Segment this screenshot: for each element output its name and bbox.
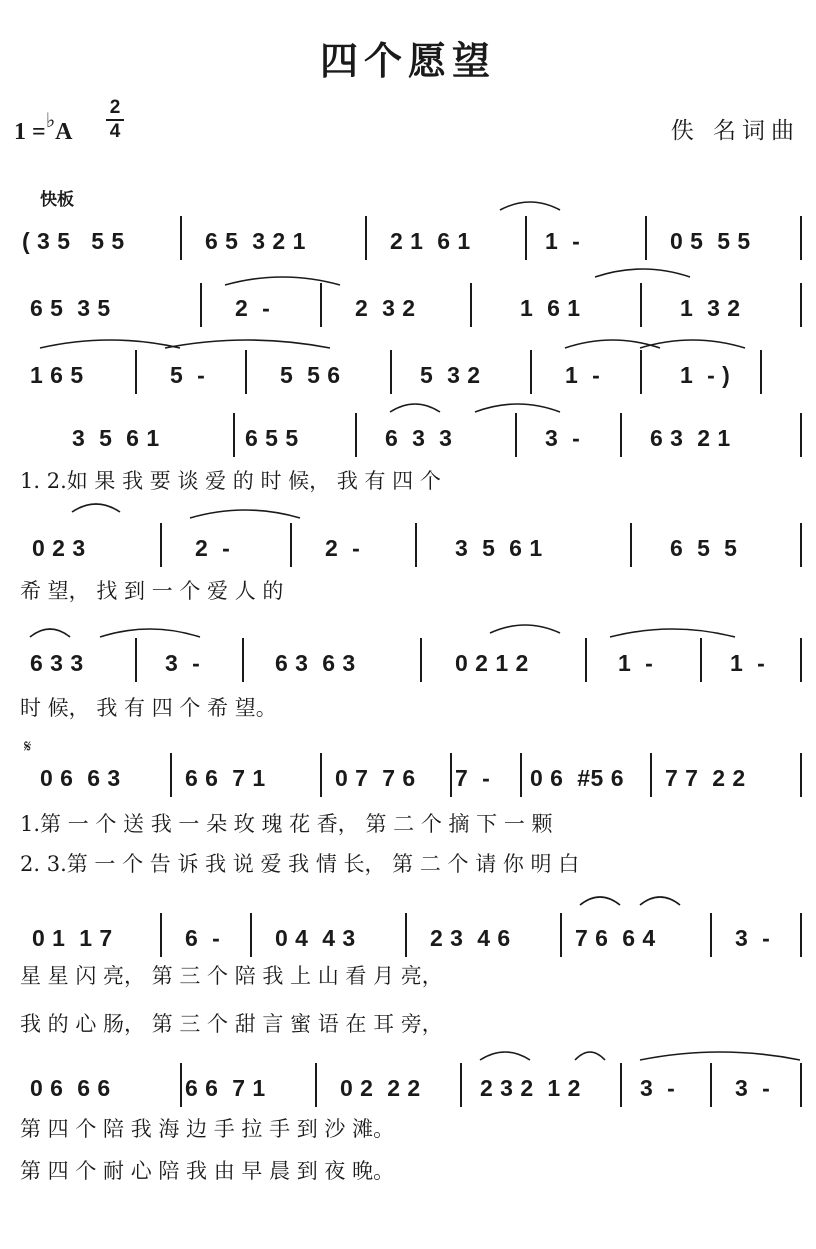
measure-notes: 0 6 6 3 — [40, 765, 121, 791]
barline — [800, 638, 802, 682]
lyrics-line: 第 四 个 陪 我 海 边 手 拉 手 到 沙 滩。 — [20, 1117, 395, 1141]
barline — [320, 283, 322, 327]
measure-notes: 6 5 3 5 — [30, 295, 111, 321]
barline — [640, 283, 642, 327]
barline — [245, 350, 247, 394]
barline — [290, 523, 292, 567]
barline — [365, 216, 367, 260]
slur-mark — [640, 897, 680, 905]
lyrics-line-2: 我 的 心 肠， 第 三 个 甜 言 蜜 语 在 耳 旁， — [20, 1012, 443, 1036]
measure-notes: 1 - — [545, 228, 581, 254]
slur-mark — [490, 625, 560, 633]
barline — [800, 753, 802, 797]
barline — [525, 216, 527, 260]
measure-notes: 1 3 2 — [680, 295, 741, 321]
measure-notes: 6 - — [185, 925, 221, 951]
barline — [470, 283, 472, 327]
measure-notes: 6 5 5 — [245, 425, 299, 451]
page-title: 四个愿望 — [319, 38, 496, 83]
time-signature: 2 4 — [106, 98, 124, 142]
slur-mark — [595, 269, 690, 277]
measure-notes: 6 6 7 1 — [185, 1075, 266, 1101]
barline — [180, 216, 182, 260]
slur-mark — [30, 629, 70, 637]
barline — [405, 913, 407, 957]
measure-notes: 3 5 6 1 — [455, 535, 543, 561]
slur-mark — [190, 510, 300, 518]
measure-notes: 6 5 3 2 1 — [205, 228, 306, 254]
measure-notes: 0 4 4 3 — [275, 925, 356, 951]
barline — [800, 1063, 802, 1107]
slur-mark — [610, 629, 735, 637]
slur-mark — [165, 340, 330, 348]
measure-notes: 3 - — [640, 1075, 676, 1101]
measure-notes: 3 - — [545, 425, 581, 451]
measure-notes: 2 3 4 6 — [430, 925, 511, 951]
measure-notes: 6 5 5 — [670, 535, 738, 561]
measure-notes: 1 - — [618, 650, 654, 676]
barline — [620, 1063, 622, 1107]
barline — [620, 413, 622, 457]
measure-notes: 5 - — [170, 362, 206, 388]
measure-notes: 2 - — [325, 535, 361, 561]
barline — [800, 413, 802, 457]
slur-mark — [40, 340, 180, 348]
measure-notes: 2 - — [235, 295, 271, 321]
lyrics-line: 1.第 一 个 送 我 一 朵 玫 瑰 花 香， 第 二 个 摘 下 一 颗 — [20, 812, 553, 836]
measure-notes: 0 6 6 6 — [30, 1075, 111, 1101]
barline — [135, 350, 137, 394]
barline — [560, 913, 562, 957]
slur-mark — [475, 404, 560, 412]
measure-notes: 1 - ) — [680, 362, 731, 388]
measure-notes: 6 3 6 3 — [275, 650, 356, 676]
tempo-marking: 快板 — [40, 190, 74, 210]
slur-mark — [225, 277, 340, 285]
measure-notes: 0 5 5 5 — [670, 228, 751, 254]
slur-mark — [575, 1052, 605, 1060]
measure-notes: 0 1 1 7 — [32, 925, 113, 951]
lyrics-line-2: 2. 3.第 一 个 告 诉 我 说 爱 我 情 长， 第 二 个 请 你 明 白 — [20, 852, 580, 876]
barline — [233, 413, 235, 457]
measure-notes: 0 2 1 2 — [455, 650, 529, 676]
barline — [515, 413, 517, 457]
measure-notes: 3 - — [735, 1075, 771, 1101]
slur-mark — [390, 404, 440, 412]
measure-notes: 0 7 7 6 — [335, 765, 416, 791]
measure-notes: 0 2 2 2 — [340, 1075, 421, 1101]
measure-notes: 2 1 6 1 — [390, 228, 471, 254]
measure-notes: 0 2 3 — [32, 535, 86, 561]
barline — [180, 1063, 182, 1107]
barline — [630, 523, 632, 567]
barline — [650, 753, 652, 797]
barline — [250, 913, 252, 957]
barline — [460, 1063, 462, 1107]
lyrics-line: 希 望， 找 到 一 个 爱 人 的 — [20, 579, 284, 603]
measure-notes: 1 - — [565, 362, 601, 388]
barline — [645, 216, 647, 260]
measure-notes: 5 5 6 — [280, 362, 341, 388]
measure-notes: 6 6 7 1 — [185, 765, 266, 791]
author-credit: 佚 名词曲 — [670, 118, 800, 144]
measure-notes: 6 3 3 — [30, 650, 84, 676]
measure-notes: 1 6 5 — [30, 362, 84, 388]
barline — [800, 283, 802, 327]
barline — [135, 638, 137, 682]
lyrics-line: 时 候， 我 有 四 个 希 望。 — [20, 696, 277, 720]
slur-mark — [640, 1052, 800, 1060]
measure-notes: 7 6 6 4 — [575, 925, 656, 951]
barline — [640, 350, 642, 394]
flat-icon: ♭ — [45, 110, 56, 132]
slur-mark — [480, 1052, 530, 1060]
measure-notes: 5 3 2 — [420, 362, 481, 388]
barline — [315, 1063, 317, 1107]
barline — [585, 638, 587, 682]
segno-icon: 𝄋 — [24, 737, 32, 757]
barline — [760, 350, 762, 394]
barline — [450, 753, 452, 797]
barline — [800, 523, 802, 567]
slur-mark — [565, 340, 660, 348]
barline — [800, 913, 802, 957]
barline — [520, 753, 522, 797]
barline — [710, 913, 712, 957]
barline — [200, 283, 202, 327]
barline — [160, 523, 162, 567]
barline — [800, 216, 802, 260]
barline — [420, 638, 422, 682]
barline — [160, 913, 162, 957]
measure-notes: 7 7 2 2 — [665, 765, 746, 791]
measure-notes: 7 - — [455, 765, 491, 791]
measure-notes: 3 - — [165, 650, 201, 676]
measure-notes: 0 6 #5 6 — [530, 765, 625, 791]
barline — [530, 350, 532, 394]
barline — [320, 753, 322, 797]
slur-mark — [640, 340, 745, 348]
lyrics-line: 星 星 闪 亮， 第 三 个 陪 我 上 山 看 月 亮， — [20, 964, 443, 988]
barline — [710, 1063, 712, 1107]
key-signature: 1 =♭A — [14, 110, 73, 145]
lyrics-line-2: 第 四 个 耐 心 陪 我 由 早 晨 到 夜 晚。 — [20, 1159, 395, 1183]
slur-mark — [500, 202, 560, 210]
barline — [242, 638, 244, 682]
barline — [700, 638, 702, 682]
barline — [170, 753, 172, 797]
measure-notes: 2 - — [195, 535, 231, 561]
measure-notes: 2 3 2 1 2 — [480, 1075, 581, 1101]
lyrics-line: 1. 2.如 果 我 要 谈 爱 的 时 候， 我 有 四 个 — [20, 469, 441, 493]
barline — [390, 350, 392, 394]
measure-notes: 1 6 1 — [520, 295, 581, 321]
measure-notes: 6 3 2 1 — [650, 425, 731, 451]
slur-mark — [580, 897, 620, 905]
measure-notes: 3 - — [735, 925, 771, 951]
measure-notes: 3 5 6 1 — [72, 425, 160, 451]
barline — [355, 413, 357, 457]
barline — [415, 523, 417, 567]
measure-notes: 1 - — [730, 650, 766, 676]
slur-mark — [100, 629, 200, 637]
slur-mark — [72, 504, 120, 512]
measure-notes: 2 3 2 — [355, 295, 416, 321]
measure-notes: ( 3 5 5 5 — [22, 228, 125, 254]
measure-notes: 6 3 3 — [385, 425, 453, 451]
